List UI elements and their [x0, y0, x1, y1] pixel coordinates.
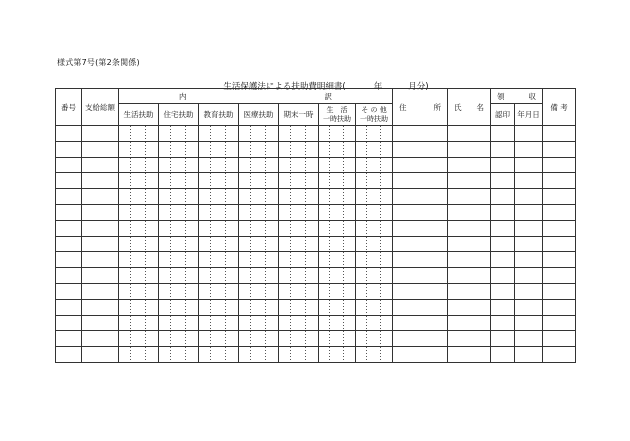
- table-cell[interactable]: [543, 141, 576, 157]
- table-cell[interactable]: [319, 189, 356, 205]
- table-cell[interactable]: [119, 331, 159, 347]
- table-cell[interactable]: [515, 283, 543, 299]
- title-main: 生活保護法による扶助費明細書(: [223, 82, 346, 92]
- table-cell[interactable]: [448, 126, 491, 142]
- header-living-temp-bottom: 一時扶助: [323, 114, 351, 123]
- table-cell[interactable]: [159, 236, 199, 252]
- table-cell[interactable]: [356, 268, 393, 284]
- table-cell[interactable]: [515, 236, 543, 252]
- table-cell[interactable]: [491, 189, 515, 205]
- table-cell[interactable]: [159, 331, 199, 347]
- table-cell[interactable]: [82, 252, 119, 268]
- table-row: [56, 331, 576, 347]
- table-cell[interactable]: [199, 236, 239, 252]
- table-cell[interactable]: [56, 173, 82, 189]
- table-row: [56, 141, 576, 157]
- table-cell[interactable]: [239, 189, 279, 205]
- table-row: [56, 299, 576, 315]
- table-cell[interactable]: [448, 252, 491, 268]
- table-cell[interactable]: [199, 347, 239, 363]
- table-cell[interactable]: [199, 157, 239, 173]
- table-cell[interactable]: [239, 315, 279, 331]
- table-cell[interactable]: [279, 283, 319, 299]
- table-cell[interactable]: [279, 299, 319, 315]
- table-cell[interactable]: [356, 141, 393, 157]
- table-cell[interactable]: [159, 204, 199, 220]
- table-cell[interactable]: [239, 204, 279, 220]
- table-cell[interactable]: [448, 347, 491, 363]
- table-cell[interactable]: [159, 189, 199, 205]
- header-living-temp: [319, 104, 356, 126]
- table-cell[interactable]: [491, 220, 515, 236]
- table-cell[interactable]: [515, 220, 543, 236]
- table-cell[interactable]: [448, 157, 491, 173]
- table-row: [56, 347, 576, 363]
- header-receipt-right: 収: [528, 91, 537, 101]
- table-cell[interactable]: [199, 141, 239, 157]
- table-cell[interactable]: [319, 315, 356, 331]
- table-cell[interactable]: [56, 157, 82, 173]
- table-cell[interactable]: [159, 157, 199, 173]
- table-cell[interactable]: [491, 315, 515, 331]
- table-cell[interactable]: [491, 204, 515, 220]
- table-cell[interactable]: [515, 268, 543, 284]
- table-cell[interactable]: [56, 283, 82, 299]
- table-cell[interactable]: [491, 126, 515, 142]
- table-cell[interactable]: [239, 252, 279, 268]
- table-cell[interactable]: [448, 204, 491, 220]
- table-cell[interactable]: [356, 236, 393, 252]
- table-cell[interactable]: [543, 157, 576, 173]
- table-cell[interactable]: [82, 268, 119, 284]
- header-other-temp: [356, 104, 393, 126]
- table-cell[interactable]: [319, 157, 356, 173]
- table-cell[interactable]: [319, 299, 356, 315]
- table-cell[interactable]: [356, 283, 393, 299]
- table-row: [56, 126, 576, 142]
- table-cell[interactable]: [199, 315, 239, 331]
- table-cell[interactable]: [82, 315, 119, 331]
- title-month: 月分): [408, 82, 429, 92]
- table-cell[interactable]: [239, 157, 279, 173]
- table-cell[interactable]: [448, 189, 491, 205]
- table-cell[interactable]: [82, 220, 119, 236]
- table-cell[interactable]: [393, 126, 448, 142]
- table-cell[interactable]: [515, 315, 543, 331]
- table-cell[interactable]: [319, 283, 356, 299]
- table-cell[interactable]: [279, 252, 319, 268]
- table-cell[interactable]: [515, 252, 543, 268]
- table-cell[interactable]: [119, 204, 159, 220]
- table-cell[interactable]: [199, 252, 239, 268]
- table-cell[interactable]: [491, 141, 515, 157]
- table-cell[interactable]: [356, 252, 393, 268]
- table-cell[interactable]: [393, 173, 448, 189]
- table-cell[interactable]: [82, 236, 119, 252]
- header-medical: 医療扶助: [239, 104, 279, 126]
- table-cell[interactable]: [56, 299, 82, 315]
- table-cell[interactable]: [543, 204, 576, 220]
- form-number-label: 様式第7号(第2条関係): [57, 58, 140, 67]
- table-row: [56, 220, 576, 236]
- table-cell[interactable]: [393, 347, 448, 363]
- table-cell[interactable]: [393, 331, 448, 347]
- table-cell[interactable]: [239, 331, 279, 347]
- table-cell[interactable]: [56, 141, 82, 157]
- table-row: [56, 189, 576, 205]
- table-cell[interactable]: [543, 347, 576, 363]
- table-cell[interactable]: [279, 189, 319, 205]
- header-breakdown-left: 内: [179, 91, 187, 101]
- table-cell[interactable]: [515, 299, 543, 315]
- table-cell[interactable]: [393, 315, 448, 331]
- table-cell[interactable]: [515, 331, 543, 347]
- table-cell[interactable]: [82, 157, 119, 173]
- table-row: [56, 157, 576, 173]
- table-cell[interactable]: [543, 189, 576, 205]
- table-cell[interactable]: [356, 189, 393, 205]
- table-cell[interactable]: [491, 283, 515, 299]
- table-cell[interactable]: [82, 204, 119, 220]
- table-cell[interactable]: [543, 220, 576, 236]
- table-cell[interactable]: [448, 315, 491, 331]
- table-cell[interactable]: [356, 220, 393, 236]
- title-year: 年: [373, 82, 383, 92]
- table-cell[interactable]: [543, 283, 576, 299]
- table-row: [56, 283, 576, 299]
- header-number: 番号: [56, 89, 82, 126]
- table-cell[interactable]: [319, 331, 356, 347]
- table-cell[interactable]: [199, 204, 239, 220]
- table-cell[interactable]: [543, 299, 576, 315]
- header-other-temp-top: そ の 他: [361, 105, 387, 114]
- table-cell[interactable]: [356, 126, 393, 142]
- table-cell[interactable]: [199, 331, 239, 347]
- table-cell[interactable]: [393, 204, 448, 220]
- table-cell[interactable]: [448, 236, 491, 252]
- table-cell[interactable]: [393, 220, 448, 236]
- table-cell[interactable]: [319, 141, 356, 157]
- header-name-right: 名: [476, 102, 485, 112]
- header-housing: 住宅扶助: [159, 104, 199, 126]
- table-cell[interactable]: [119, 126, 159, 142]
- table-cell[interactable]: [356, 173, 393, 189]
- table-cell[interactable]: [319, 347, 356, 363]
- table-cell[interactable]: [515, 141, 543, 157]
- table-cell[interactable]: [56, 252, 82, 268]
- header-name-left: 氏: [454, 102, 462, 112]
- table-cell[interactable]: [56, 220, 82, 236]
- table-cell[interactable]: [515, 189, 543, 205]
- table-cell[interactable]: [239, 347, 279, 363]
- table-cell[interactable]: [279, 141, 319, 157]
- table-cell[interactable]: [56, 331, 82, 347]
- header-date: 年月日: [515, 104, 543, 126]
- table-cell[interactable]: [279, 173, 319, 189]
- table-cell[interactable]: [543, 331, 576, 347]
- table-cell[interactable]: [82, 331, 119, 347]
- header-receipt-left: 領: [497, 91, 505, 101]
- table-cell[interactable]: [393, 236, 448, 252]
- table-cell[interactable]: [448, 283, 491, 299]
- table-cell[interactable]: [393, 299, 448, 315]
- table-cell[interactable]: [56, 315, 82, 331]
- table-cell[interactable]: [119, 299, 159, 315]
- table-cell[interactable]: [491, 331, 515, 347]
- table-cell[interactable]: [82, 283, 119, 299]
- table-cell[interactable]: [515, 204, 543, 220]
- header-name: [448, 89, 491, 126]
- table-cell[interactable]: [491, 268, 515, 284]
- table-cell[interactable]: [119, 315, 159, 331]
- table-cell[interactable]: [239, 299, 279, 315]
- table-cell[interactable]: [159, 126, 199, 142]
- table-cell[interactable]: [159, 252, 199, 268]
- table-cell[interactable]: [82, 173, 119, 189]
- table-cell[interactable]: [491, 173, 515, 189]
- table-cell[interactable]: [199, 173, 239, 189]
- table-cell[interactable]: [279, 268, 319, 284]
- table-row: [56, 204, 576, 220]
- table-cell[interactable]: [448, 299, 491, 315]
- table-cell[interactable]: [56, 189, 82, 205]
- table-cell[interactable]: [159, 283, 199, 299]
- table-cell[interactable]: [239, 173, 279, 189]
- header-living: 生活扶助: [119, 104, 159, 126]
- table-row: [56, 236, 576, 252]
- table-cell[interactable]: [491, 299, 515, 315]
- header-seal: 認印: [491, 104, 515, 126]
- table-cell[interactable]: [319, 173, 356, 189]
- table-cell[interactable]: [319, 252, 356, 268]
- table-cell[interactable]: [543, 173, 576, 189]
- table-cell[interactable]: [159, 299, 199, 315]
- table-cell[interactable]: [356, 315, 393, 331]
- header-total: 支給総額: [82, 89, 119, 126]
- table-cell[interactable]: [239, 126, 279, 142]
- table-cell[interactable]: [319, 220, 356, 236]
- table-cell[interactable]: [239, 236, 279, 252]
- table-cell[interactable]: [119, 268, 159, 284]
- table-row: [56, 252, 576, 268]
- header-yearend: 期末一時: [279, 104, 319, 126]
- table-cell[interactable]: [119, 141, 159, 157]
- table-cell[interactable]: [393, 189, 448, 205]
- table-cell[interactable]: [543, 268, 576, 284]
- table-cell[interactable]: [356, 347, 393, 363]
- table-cell[interactable]: [279, 220, 319, 236]
- table-cell[interactable]: [199, 126, 239, 142]
- table-cell[interactable]: [356, 157, 393, 173]
- table-cell[interactable]: [543, 315, 576, 331]
- table-cell[interactable]: [119, 189, 159, 205]
- table-cell[interactable]: [159, 315, 199, 331]
- table-cell[interactable]: [491, 157, 515, 173]
- table-cell[interactable]: [448, 141, 491, 157]
- table-cell[interactable]: [279, 126, 319, 142]
- table-cell[interactable]: [82, 126, 119, 142]
- table-cell[interactable]: [159, 268, 199, 284]
- table-cell[interactable]: [279, 236, 319, 252]
- table-cell[interactable]: [393, 157, 448, 173]
- table-cell[interactable]: [356, 299, 393, 315]
- table-cell[interactable]: [56, 126, 82, 142]
- table-cell[interactable]: [515, 173, 543, 189]
- table-cell[interactable]: [56, 268, 82, 284]
- table-cell[interactable]: [119, 173, 159, 189]
- table-cell[interactable]: [199, 283, 239, 299]
- table-cell[interactable]: [159, 173, 199, 189]
- header-address-left: 住: [399, 102, 407, 112]
- header-remarks: 備 考: [543, 89, 576, 126]
- table-cell[interactable]: [448, 173, 491, 189]
- table-cell[interactable]: [56, 204, 82, 220]
- table-cell[interactable]: [119, 236, 159, 252]
- table-cell[interactable]: [515, 157, 543, 173]
- table-cell[interactable]: [543, 236, 576, 252]
- table-cell[interactable]: [56, 236, 82, 252]
- table-cell[interactable]: [239, 283, 279, 299]
- header-address: [393, 89, 448, 126]
- header-breakdown: [119, 89, 393, 104]
- table-cell[interactable]: [319, 236, 356, 252]
- table-cell[interactable]: [199, 189, 239, 205]
- table-cell[interactable]: [515, 126, 543, 142]
- table-cell[interactable]: [119, 283, 159, 299]
- header-living-temp-top: 生 活: [326, 105, 348, 114]
- table-cell[interactable]: [393, 252, 448, 268]
- table-cell[interactable]: [448, 268, 491, 284]
- table-cell[interactable]: [239, 141, 279, 157]
- table-cell[interactable]: [448, 331, 491, 347]
- table-cell[interactable]: [393, 283, 448, 299]
- table-cell[interactable]: [319, 268, 356, 284]
- ledger-body: [56, 126, 576, 363]
- table-row: [56, 173, 576, 189]
- table-row: [56, 315, 576, 331]
- header-receipt: [491, 89, 543, 104]
- table-cell[interactable]: [119, 252, 159, 268]
- header-education: 教育扶助: [199, 104, 239, 126]
- table-cell[interactable]: [199, 268, 239, 284]
- table-cell[interactable]: [279, 157, 319, 173]
- table-cell[interactable]: [119, 157, 159, 173]
- table-cell[interactable]: [393, 141, 448, 157]
- table-cell[interactable]: [239, 268, 279, 284]
- table-cell[interactable]: [82, 299, 119, 315]
- table-cell[interactable]: [56, 347, 82, 363]
- header-address-right: 所: [433, 102, 442, 112]
- table-cell[interactable]: [119, 347, 159, 363]
- table-cell[interactable]: [319, 126, 356, 142]
- table-cell[interactable]: [448, 220, 491, 236]
- table-cell[interactable]: [159, 347, 199, 363]
- table-cell[interactable]: [279, 347, 319, 363]
- table-cell[interactable]: [515, 347, 543, 363]
- table-cell[interactable]: [119, 220, 159, 236]
- header-breakdown-right: 訳: [324, 91, 333, 101]
- table-cell[interactable]: [543, 126, 576, 142]
- table-cell[interactable]: [319, 204, 356, 220]
- table-cell[interactable]: [159, 141, 199, 157]
- table-cell[interactable]: [279, 204, 319, 220]
- table-cell[interactable]: [491, 252, 515, 268]
- table-cell[interactable]: [356, 331, 393, 347]
- table-cell[interactable]: [543, 252, 576, 268]
- table-cell[interactable]: [199, 220, 239, 236]
- table-row: [56, 268, 576, 284]
- assistance-ledger-table: [55, 88, 576, 363]
- table-cell[interactable]: [279, 331, 319, 347]
- table-cell[interactable]: [82, 189, 119, 205]
- table-cell[interactable]: [279, 315, 319, 331]
- table-cell[interactable]: [393, 268, 448, 284]
- table-cell[interactable]: [82, 347, 119, 363]
- table-cell[interactable]: [491, 236, 515, 252]
- table-cell[interactable]: [159, 220, 199, 236]
- table-cell[interactable]: [356, 204, 393, 220]
- table-cell[interactable]: [491, 347, 515, 363]
- table-cell[interactable]: [239, 220, 279, 236]
- header-other-temp-bottom: 一時扶助: [360, 114, 389, 123]
- table-cell[interactable]: [199, 299, 239, 315]
- table-cell[interactable]: [82, 141, 119, 157]
